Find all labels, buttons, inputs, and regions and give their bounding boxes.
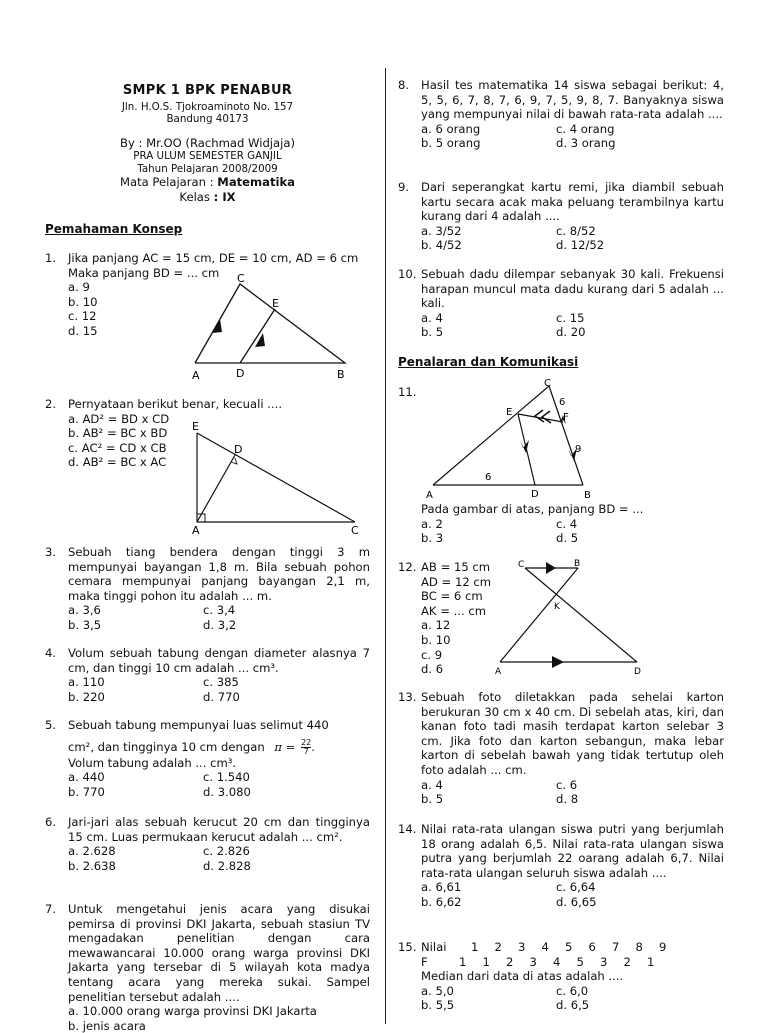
option-d[interactable]: d. 3,2 — [203, 617, 237, 632]
question-10 — [398, 267, 724, 340]
option-a[interactable]: a. 12 — [421, 618, 451, 633]
question-text: Nilai rata-rata ulangan siswa putri yang berjumlah 18 orang adalah 6,5. Nilai rata-rata ulangan siswa putra yang berjumlah 22 oarang adalah 6,7. Nilai rata-rata ulangan seluruh siswa adalah .... — [421, 822, 724, 880]
option-c[interactable]: c. 3,4 — [203, 603, 236, 618]
q11-figure — [423, 378, 623, 502]
question-text: Pernyataan berikut benar, kecuali .... — [68, 397, 283, 411]
text-part: cm², dan tingginya 10 cm dengan — [68, 739, 265, 754]
label-b: B — [584, 490, 591, 501]
option-b[interactable]: b. 220 — [68, 689, 105, 704]
question-number: 7. — [45, 902, 57, 916]
question-3 — [45, 545, 370, 633]
option-c[interactable]: c. 6 — [556, 777, 578, 792]
option-c[interactable]: c. 6,64 — [556, 880, 596, 895]
option-d[interactable]: d. 6,65 — [556, 894, 597, 909]
column-divider — [385, 68, 386, 1024]
table-cell: 4 — [553, 954, 561, 969]
option-d[interactable]: d. 770 — [203, 689, 240, 704]
arrow-right-icon — [546, 562, 556, 574]
question-6 — [45, 815, 370, 873]
table-cell: 7 — [612, 940, 620, 954]
table-cell: 5 — [565, 940, 573, 954]
question-11-body — [398, 502, 724, 546]
option-a[interactable]: a. 110 — [68, 675, 105, 690]
option-d[interactable]: d. 6,5 — [556, 998, 590, 1013]
label-c: C — [351, 524, 359, 536]
option-c[interactable]: c. 6,0 — [556, 983, 589, 998]
school-name: SMPK 1 BPK PENABUR — [122, 83, 293, 98]
option-c[interactable]: c. AC² = CD x CB — [68, 440, 167, 455]
option-b[interactable]: b. 3 — [421, 531, 444, 546]
exam-name: PRA ULUM SEMESTER GANJIL — [133, 150, 282, 163]
question-text: Sebuah foto diletakkan pada sehelai karton berukuran 30 cm x 40 cm. Di sebelah atas, kiri, dan kanan foto tadi masih terdapat karton selebar 3 cm. Jika foto dan karton sebangun, maka lebar karton di sebelah bawah yang tidak tertutup oleh foto adalah ... cm. — [421, 690, 724, 777]
table-cell: 3 — [518, 940, 526, 954]
question-number: 2. — [45, 397, 57, 411]
section-title-concepts: Pemahaman Konsep — [45, 222, 183, 236]
option-c[interactable]: c. 9 — [421, 647, 443, 662]
fraction-denominator: 7 — [303, 746, 309, 756]
label-9: 9 — [575, 444, 582, 455]
option-a[interactable]: a. 4 — [421, 777, 443, 792]
label-c: C — [518, 560, 525, 570]
question-text-3: Volum tabung adalah ... cm³. — [68, 755, 237, 770]
option-d[interactable]: d. 6 — [421, 662, 444, 677]
q2-figure — [185, 418, 405, 536]
label-d: D — [634, 667, 641, 677]
subject-value: Matematika — [217, 175, 296, 190]
given-ad: AD = 12 cm — [421, 574, 492, 589]
question-text: Sebuah tabung mempunyai luas selimut 440 — [68, 718, 329, 732]
table-cell: 3 — [529, 954, 537, 969]
option-a[interactable]: a. 6 orang — [421, 121, 481, 136]
label-e: E — [272, 297, 279, 310]
question-text: Volum sebuah tabung dengan diameter alasnya 7 cm, dan tinggi 10 cm adalah ... cm³. — [68, 646, 370, 675]
option-a[interactable]: a. 10.000 orang warga provinsi DKI Jakarta — [68, 1004, 317, 1019]
question-number: 14. — [398, 822, 417, 836]
table-row-values — [421, 940, 724, 955]
option-c[interactable]: c. 385 — [203, 675, 239, 690]
class-label: Kelas — [179, 189, 214, 204]
question-text: Untuk mengetahui jenis acara yang disukai pemirsa di provinsi DKI Jakarta, sebuah stasiun TV mengadakan penelitian dengan cara mewawancarai 10.000 orang warga provinsi DKI Jakarta yang tersebar di 5 wilayah kota madya tentang acara yang mereka sukai. Sampel penelitian tersebut adalah .... — [68, 902, 370, 1004]
label-b: B — [574, 559, 581, 569]
table-cell: 2 — [506, 954, 514, 969]
label-b: B — [337, 368, 345, 381]
question-5 — [45, 718, 370, 799]
table-cell: 3 — [600, 954, 608, 969]
option-d[interactable]: d. 3 orang — [556, 136, 616, 151]
table-cell: 2 — [623, 954, 631, 969]
option-b[interactable]: b. 10 — [421, 632, 451, 647]
question-number: 9. — [398, 180, 410, 194]
option-b[interactable]: b. 5 orang — [421, 136, 481, 151]
given-ab: AB = 15 cm — [421, 560, 491, 574]
question-number: 8. — [398, 78, 410, 92]
option-b[interactable]: b. 770 — [68, 784, 105, 799]
question-number: 6. — [45, 815, 57, 829]
question-9 — [398, 180, 724, 253]
label-d: D — [531, 489, 539, 500]
option-c[interactable]: c. 2.826 — [203, 844, 250, 859]
class-value: : IX — [213, 189, 236, 204]
option-b[interactable]: b. 4/52 — [421, 238, 462, 253]
question-text: Sebuah dadu dilempar sebanyak 30 kali. Frekuensi harapan muncul mata dadu kurang dari 5 adalah ... kali. — [421, 267, 724, 311]
exam-header — [45, 84, 370, 204]
option-a[interactable]: a. 6,61 — [421, 880, 462, 895]
question-text: Sebuah tiang bendera dengan tinggi 3 m mempunyai bayangan 1,8 m. Bila sebuah pohon cemara mempunyai panjang bayangan 2,1 m, maka tinggi pohon itu adalah ... m. — [68, 545, 370, 603]
table-cell: 1 — [482, 954, 490, 969]
option-c[interactable]: c. 8/52 — [556, 223, 596, 238]
subject-label: Mata Pelajaran : — [119, 175, 218, 190]
frequency-table — [421, 940, 724, 969]
option-b[interactable]: b. 3,5 — [68, 617, 102, 632]
fraction-numerator: 22 — [301, 737, 312, 747]
question-number: 13. — [398, 690, 417, 704]
label-a: A — [495, 667, 502, 677]
option-b[interactable]: b. AB² = BC x BD — [68, 426, 168, 441]
table-cell: 4 — [541, 940, 549, 954]
question-13 — [398, 690, 724, 807]
address-line-1: Jln. H.O.S. Tjokroaminoto No. 157 — [121, 100, 294, 113]
q12-figure — [494, 556, 654, 678]
label-a: A — [426, 490, 433, 501]
option-c[interactable]: c. 4 — [556, 516, 578, 531]
question-15 — [398, 940, 724, 1013]
arrow-right-icon — [255, 333, 265, 347]
question-text: Jari-jari alas sebuah kerucut 20 cm dan tingginya 15 cm. Luas permukaan kerucut adalah ... cm². — [68, 815, 370, 844]
question-number: 1. — [45, 251, 57, 265]
label-6-ad: 6 — [485, 472, 492, 483]
pi-symbol: π = — [274, 739, 296, 754]
option-a[interactable]: a. 9 — [68, 280, 90, 295]
question-text: Hasil tes matematika 14 siswa sebagai berikut: 4, 5, 5, 6, 7, 8, 7, 6, 9, 7, 5, 9, 8, 7. Banyaknya siswa yang mempunyai nilai di bawah rata-rata adalah .... — [421, 78, 724, 122]
question-text: Median dari data di atas adalah .... — [421, 969, 624, 984]
label-a: A — [192, 369, 200, 382]
option-b[interactable]: b. 5 — [421, 325, 444, 340]
option-a[interactable]: a. 3/52 — [421, 223, 462, 238]
question-number: 12. — [398, 560, 417, 574]
table-cell: 6 — [588, 940, 596, 954]
label-6-ac: 6 — [559, 397, 566, 408]
option-d[interactable]: d. AB² = BC x AC — [68, 455, 167, 470]
option-d[interactable]: d. 3.080 — [203, 784, 251, 799]
option-d[interactable]: d. 2.828 — [203, 858, 251, 873]
question-number: 3. — [45, 545, 57, 559]
option-c[interactable]: c. 1.540 — [203, 770, 250, 785]
question-number: 4. — [45, 646, 57, 660]
arrow-right-icon — [552, 656, 564, 668]
table-cell: 1 — [471, 940, 479, 954]
option-d[interactable]: d. 5 — [556, 531, 579, 546]
question-number: 11. — [398, 385, 417, 399]
label-a: A — [192, 524, 200, 536]
given-bc: BC = 6 cm — [421, 589, 483, 604]
option-d[interactable]: d. 12/52 — [556, 238, 605, 253]
school-year: Tahun Pelajaran 2008/2009 — [137, 162, 278, 175]
question-text: Dari seperangkat kartu remi, jika diambil sebuah kartu secara acak maka peluang terambilnya kartu kurang dari 4 adalah .... — [421, 180, 724, 224]
question-text-2: cm², dan tingginya 10 cm dengan π = $\frac{22}{7}$ . — [68, 737, 315, 756]
label-f: F — [563, 412, 569, 423]
question-8 — [398, 78, 724, 151]
option-a[interactable]: a. 4 — [421, 310, 443, 325]
option-b[interactable]: b. 6,62 — [421, 894, 462, 909]
option-c[interactable]: c. 15 — [556, 310, 585, 325]
question-text: Jika panjang AC = 15 cm, DE = 10 cm, AD = 6 cm — [68, 251, 359, 265]
option-d[interactable]: d. 8 — [556, 792, 579, 807]
section-title-reasoning: Penalaran dan Komunikasi — [398, 355, 579, 369]
option-d[interactable]: d. 20 — [556, 325, 586, 340]
table-cell: 2 — [494, 940, 502, 954]
address-line-2: Bandung 40173 — [166, 113, 249, 126]
label-c: C — [544, 378, 551, 389]
option-c[interactable]: c. 4 orang — [556, 121, 615, 136]
table-cell: 5 — [576, 954, 584, 969]
subject-line — [45, 175, 370, 190]
arrow-left-icon — [212, 319, 222, 333]
asked-ak: AK = ... cm — [421, 603, 487, 618]
class-line — [45, 190, 370, 205]
label-c: C — [237, 272, 245, 285]
option-a[interactable]: a. AD² = BD x CD — [68, 411, 170, 426]
option-b[interactable]: b. 2.638 — [68, 858, 116, 873]
question-number: 10. — [398, 267, 417, 281]
option-a[interactable]: a. 2 — [421, 516, 443, 531]
question-4 — [45, 646, 370, 704]
option-b[interactable]: b. jenis acara — [68, 1018, 146, 1033]
option-b[interactable]: b. 5,5 — [421, 998, 455, 1013]
table-cell: 1 — [459, 954, 467, 969]
row-label: Nilai — [421, 940, 447, 954]
table-cell: 8 — [635, 940, 643, 954]
question-number: 15. — [398, 940, 417, 954]
row-label: F — [421, 954, 428, 969]
fraction — [301, 739, 311, 756]
author: By : Mr.OO (Rachmad Widjaja) — [120, 135, 295, 150]
question-14 — [398, 822, 724, 910]
label-e: E — [192, 420, 199, 433]
q1-figure — [190, 270, 405, 385]
label-e: E — [506, 407, 513, 418]
option-b[interactable]: b. 5 — [421, 792, 444, 807]
option-a[interactable]: a. 5,0 — [421, 983, 454, 998]
question-text-2: Maka panjang BD = ... cm — [68, 265, 220, 280]
table-row-frequency — [421, 955, 724, 970]
option-a[interactable]: a. 2.628 — [68, 844, 116, 859]
question-number: 5. — [45, 718, 57, 732]
option-a[interactable]: a. 440 — [68, 770, 105, 785]
question-text: Pada gambar di atas, panjang BD = ... — [421, 502, 644, 516]
question-7 — [45, 902, 370, 1033]
option-d[interactable]: d. 15 — [68, 323, 98, 338]
table-cell: 9 — [659, 940, 667, 954]
option-c[interactable]: c. 12 — [68, 309, 97, 324]
option-b[interactable]: b. 10 — [68, 294, 98, 309]
label-k: K — [554, 602, 560, 612]
double-arrow-icon — [535, 410, 551, 423]
table-cell: 1 — [647, 954, 655, 969]
label-d: D — [236, 367, 245, 380]
label-d: D — [234, 443, 243, 456]
option-a[interactable]: a. 3,6 — [68, 603, 101, 618]
